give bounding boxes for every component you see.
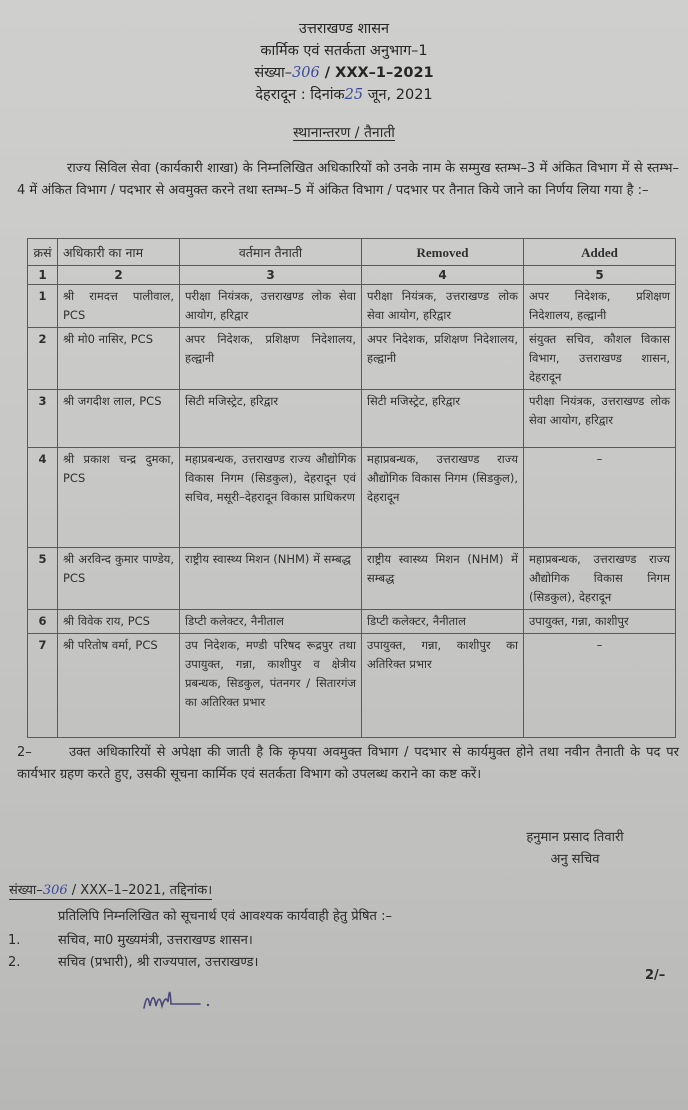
- row-sn: 2: [28, 328, 58, 390]
- reference-number: संख्या–306 / XXX–1–2021: [254, 65, 434, 81]
- handwritten-signature-icon: [140, 980, 240, 1020]
- col-header-name: अधिकारी का नाम: [58, 239, 180, 266]
- officer-name: श्री विवेक राय, PCS: [58, 610, 180, 634]
- row-sn: 1: [28, 285, 58, 328]
- instruction-paragraph: 2– उक्त अधिकारियों से अपेक्षा की जाती है कि कृपया अवमुक्त विभाग / पदभार से कार्यमुक्त होने तथा नवीन तैनाती के पद पर कार्यभार ग्रहण करते हुए, उसकी सूचना कार्मिक एवं सतर्कता विभाग को उपलब्ध कराने का कष्ट करें।: [17, 742, 679, 786]
- handwritten-ref-number: 306: [292, 65, 320, 81]
- table-row: [28, 285, 676, 328]
- officer-name: श्री जगदीश लाल, PCS: [58, 390, 180, 448]
- row-sn: 3: [28, 390, 58, 448]
- subject-heading: स्थानान्तरण / तैनाती: [293, 125, 395, 141]
- table-row: [28, 328, 676, 390]
- row-sn: 6: [28, 610, 58, 634]
- added-posting: महाप्रबन्धक, उत्तराखण्ड राज्य औद्योगिक विकास निगम (सिडकुल), देहरादून: [524, 548, 676, 610]
- added-posting: परीक्षा नियंत्रक, उत्तराखण्ड लोक सेवा आयोग, हरिद्वार: [524, 390, 676, 448]
- col-header-current: वर्तमान तैनाती: [180, 239, 362, 266]
- removed-posting: राष्ट्रीय स्वास्थ्य मिशन (NHM) में सम्बद्ध: [362, 548, 524, 610]
- removed-posting: डिप्टी कलेक्टर, नैनीताल: [362, 610, 524, 634]
- copy-forwarding-note: प्रतिलिपि निम्नलिखित को सूचनार्थ एवं आवश्यक कार्यवाही हेतु प्रेषित :–: [58, 909, 392, 924]
- removed-posting: अपर निदेशक, प्रशिक्षण निदेशालय, हल्द्वानी: [362, 328, 524, 390]
- col-header-added: Added: [524, 239, 676, 266]
- added-posting: संयुक्त सचिव, कौशल विकास विभाग, उत्तराखण्ड शासन, देहरादून: [524, 328, 676, 390]
- current-posting: डिप्टी कलेक्टर, नैनीताल: [180, 610, 362, 634]
- current-posting: उप निदेशक, मण्डी परिषद रूद्रपुर तथा उपायुक्त, गन्ना, काशीपुर व क्षेत्रीय प्रबन्धक, सिडकुल, पंतनगर / सितारगंज का अतिरिक्त प्रभार: [180, 634, 362, 738]
- current-posting: महाप्रबन्धक, उत्तराखण्ड राज्य औद्योगिक विकास निगम (सिडकुल), देहरादून एवं सचिव, मसूरी–देहरादून विकास प्राधिकरण: [180, 448, 362, 548]
- table-row: [28, 610, 676, 634]
- added-posting: अपर निदेशक, प्रशिक्षण निदेशालय, हल्द्वानी: [524, 285, 676, 328]
- added-posting: –: [524, 448, 676, 548]
- removed-posting: सिटी मजिस्ट्रेट, हरिद्वार: [362, 390, 524, 448]
- officer-name: श्री परितोष वर्मा, PCS: [58, 634, 180, 738]
- removed-posting: महाप्रबन्धक, उत्तराखण्ड राज्य औद्योगिक विकास निगम (सिडकुल), देहरादून: [362, 448, 524, 548]
- removed-posting: परीक्षा नियंत्रक, उत्तराखण्ड लोक सेवा आयोग, हरिद्वार: [362, 285, 524, 328]
- table-row: [28, 448, 676, 548]
- added-posting: उपायुक्त, गन्ना, काशीपुर: [524, 610, 676, 634]
- current-posting: राष्ट्रीय स्वास्थ्य मिशन (NHM) में सम्बद्ध: [180, 548, 362, 610]
- row-sn: 5: [28, 548, 58, 610]
- signatory-block: [490, 827, 660, 871]
- handwritten-ref-number: 306: [42, 883, 68, 898]
- signatory-name: हनुमान प्रसाद तिवारी: [526, 830, 624, 845]
- row-sn: 4: [28, 448, 58, 548]
- col-header-removed: Removed: [362, 239, 524, 266]
- table-row: [28, 390, 676, 448]
- department-name: कार्मिक एवं सतर्कता अनुभाग–1: [260, 43, 428, 59]
- handwritten-date-day: 25: [344, 87, 364, 103]
- current-posting: अपर निदेशक, प्रशिक्षण निदेशालय, हल्द्वानी: [180, 328, 362, 390]
- copy-recipient-list: [8, 930, 258, 974]
- list-item: 2. सचिव (प्रभारी), श्री राज्यपाल, उत्तराखण्ड।: [8, 955, 259, 970]
- page-continuation-marker: 2/–: [645, 968, 666, 983]
- government-name: उत्तराखण्ड शासन: [298, 21, 390, 37]
- table-row: [28, 548, 676, 610]
- copy-reference-number: संख्या–306 / XXX–1–2021, तद्दिनांक।: [9, 880, 212, 900]
- officer-name: श्री रामदत्त पालीवाल, PCS: [58, 285, 180, 328]
- list-item: 1. सचिव, मा0 मुख्यमंत्री, उत्तराखण्ड शासन।: [8, 933, 253, 948]
- table-header-row: [28, 239, 676, 266]
- table-row: [28, 634, 676, 738]
- added-posting: –: [524, 634, 676, 738]
- current-posting: परीक्षा नियंत्रक, उत्तराखण्ड लोक सेवा आयोग, हरिद्वार: [180, 285, 362, 328]
- column-number-row: 1 2 3 4 5: [28, 266, 676, 285]
- officer-name: श्री प्रकाश चन्द्र दुमका, PCS: [58, 448, 180, 548]
- row-sn: 7: [28, 634, 58, 738]
- issue-date: देहरादून : दिनांक25 जून, 2021: [255, 87, 433, 103]
- col-header-sn: क्रसं: [28, 239, 58, 266]
- paragraph-number: 2–: [17, 745, 32, 760]
- signatory-designation: अनु सचिव: [550, 852, 600, 867]
- officer-name: श्री अरविन्द कुमार पाण्डेय, PCS: [58, 548, 180, 610]
- transfer-table: [27, 238, 676, 738]
- document-header: [0, 18, 688, 106]
- officer-name: श्री मो0 नासिर, PCS: [58, 328, 180, 390]
- current-posting: सिटी मजिस्ट्रेट, हरिद्वार: [180, 390, 362, 448]
- intro-paragraph: राज्य सिविल सेवा (कार्यकारी शाखा) के निम्नलिखित अधिकारियों को उनके नाम के सम्मुख स्तम्भ–3 में अंकित विभाग में से स्तम्भ–4 में अंकित विभाग / पदभार से अवमुक्त करने तथा स्तम्भ–5 में अंकित विभाग / पदभार पर तैनात किये जाने का निर्णय लिया गया है :–: [17, 161, 679, 198]
- removed-posting: उपायुक्त, गन्ना, काशीपुर का अतिरिक्त प्रभार: [362, 634, 524, 738]
